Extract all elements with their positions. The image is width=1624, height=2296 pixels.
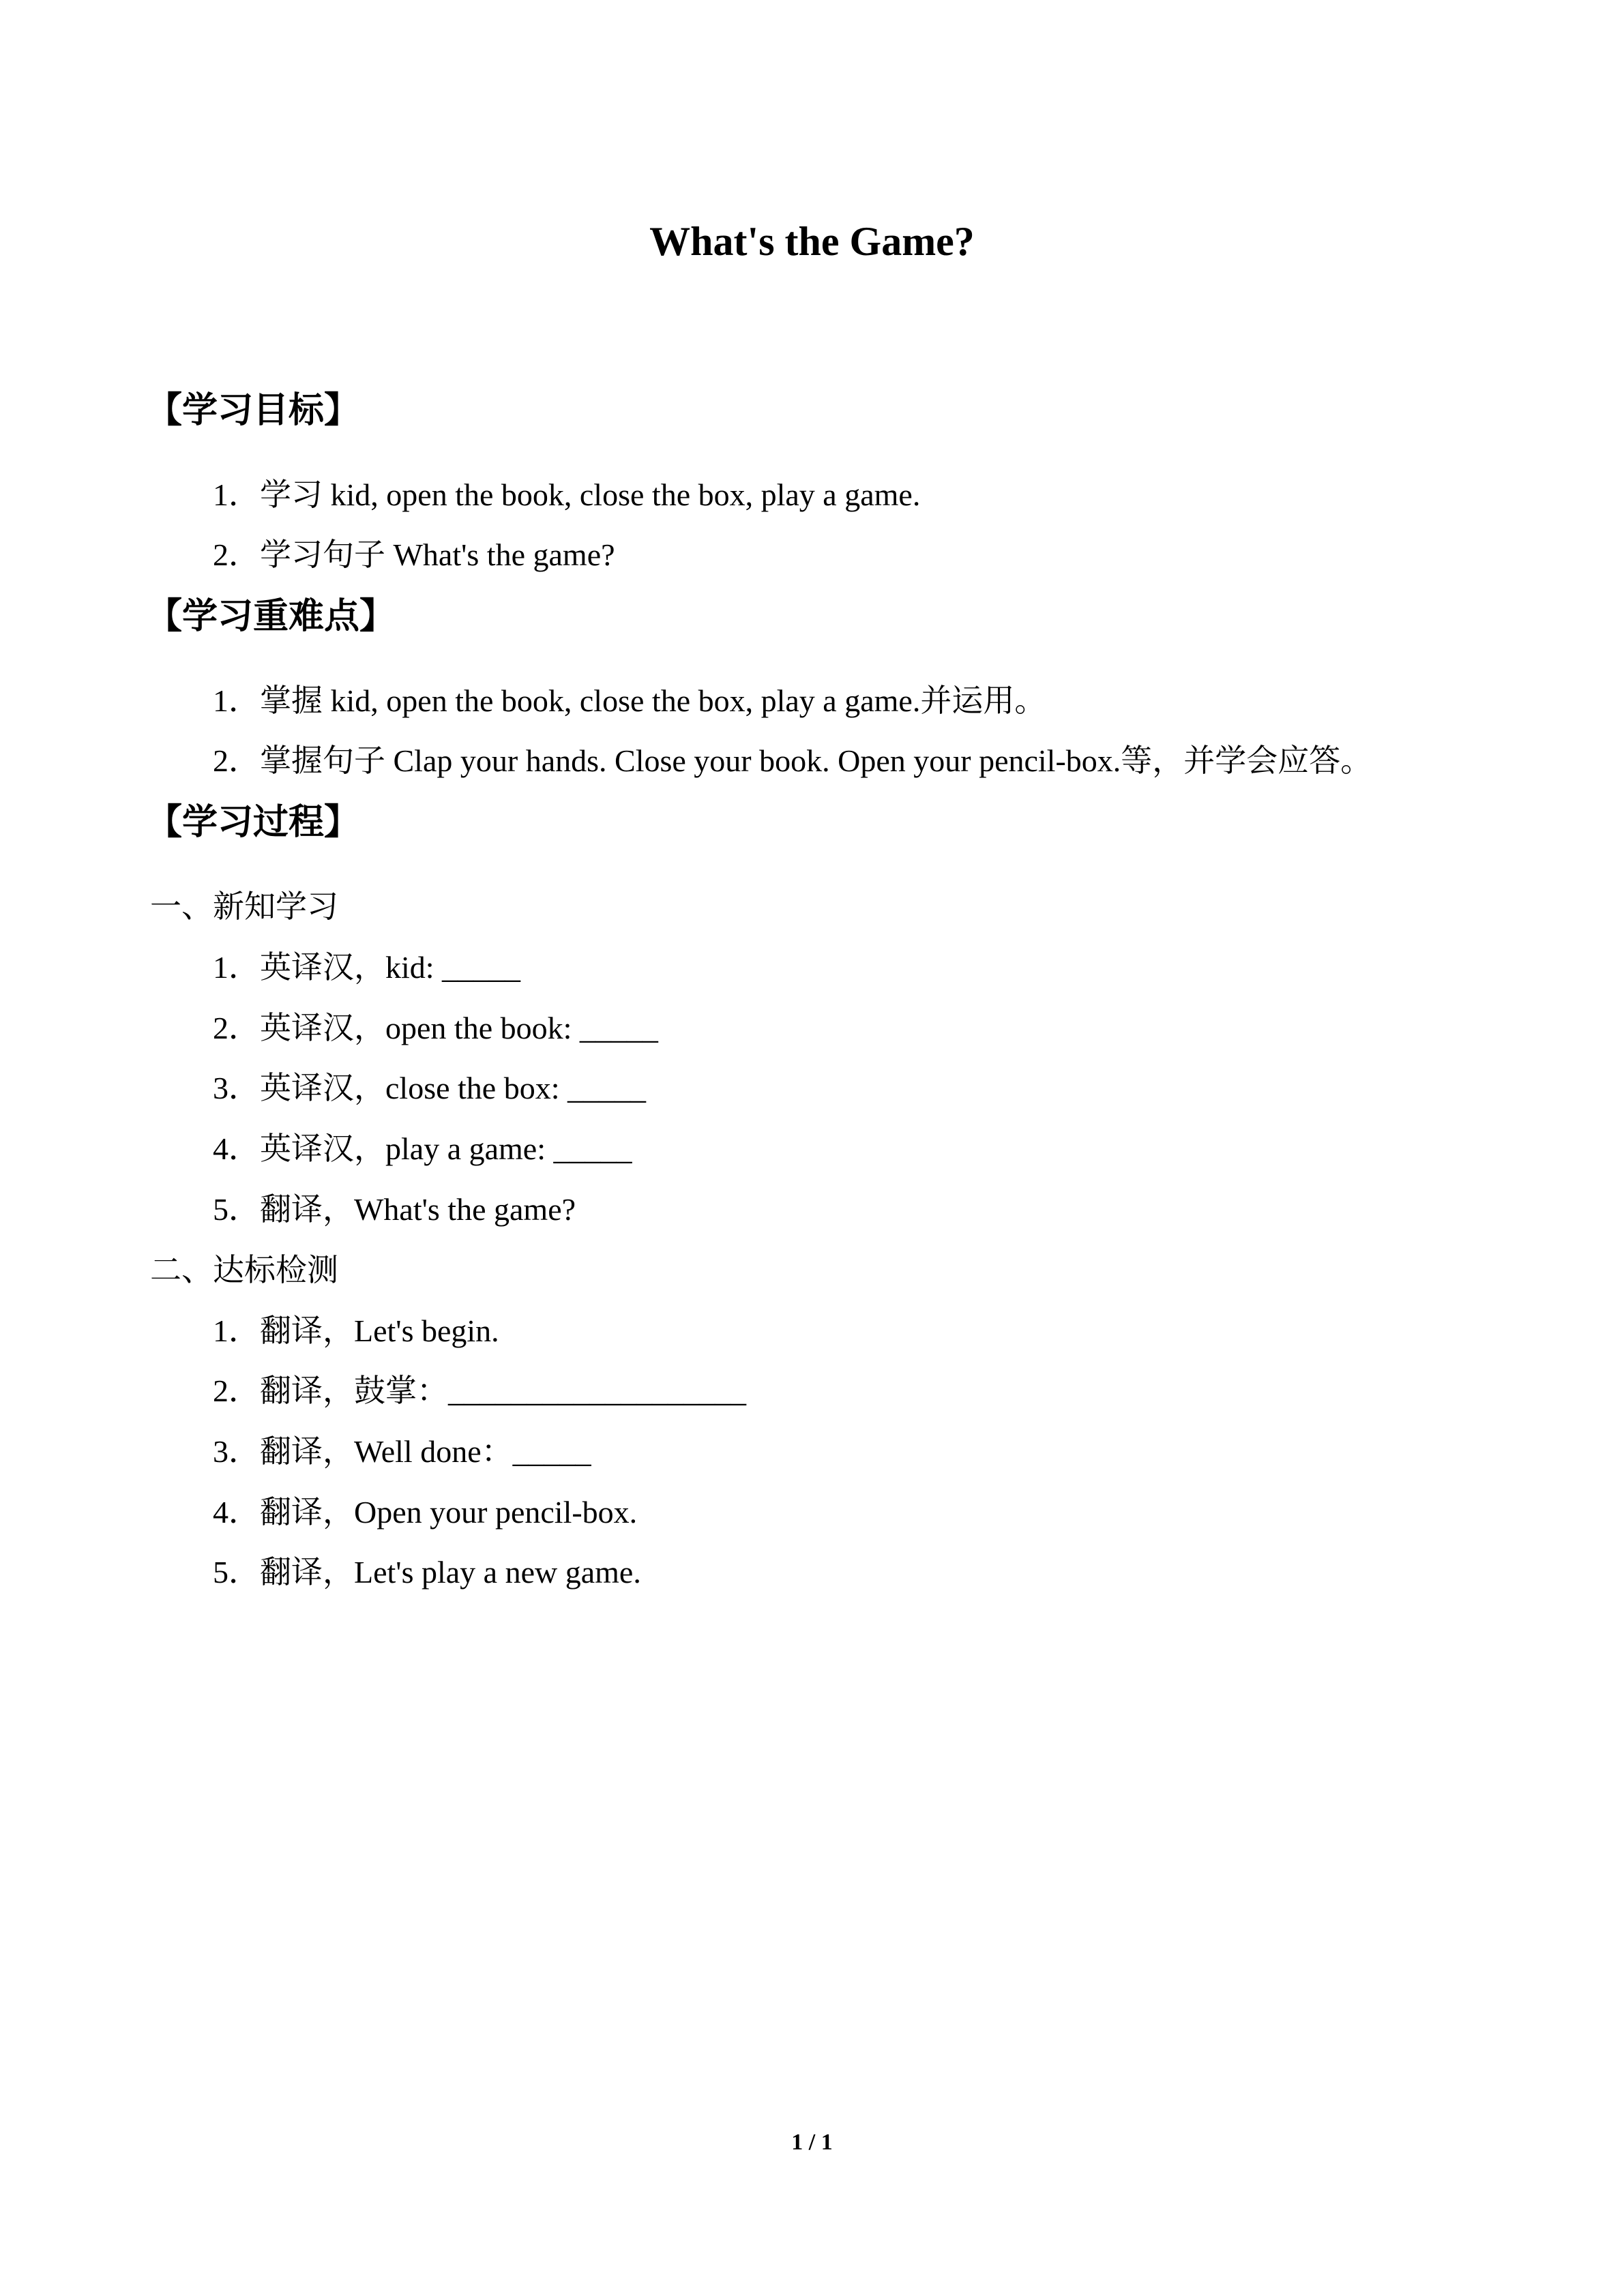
new-knowledge-item-3: 3．英译汉，close the box: _____ [213, 1071, 646, 1105]
document-title: What's the Game? [649, 219, 975, 264]
objective-item-2: 2．学习句子 What's the game? [213, 537, 615, 572]
page-number: 1 / 1 [791, 2130, 833, 2155]
new-knowledge-item-1: 1．英译汉，kid: _____ [213, 950, 521, 985]
assessment-item-5: 5．翻译，Let's play a new game. [213, 1555, 641, 1590]
objective-item-1: 1．学习 kid, open the book, close the box, play a game. [213, 477, 921, 512]
subsection-heading-new-knowledge: 一、新知学习 [150, 889, 338, 924]
section-heading-key-points: 【学习重难点】 [147, 596, 396, 637]
assessment-item-1: 1．翻译，Let's begin. [213, 1313, 499, 1348]
section-heading-learning-objectives: 【学习目标】 [147, 390, 360, 431]
new-knowledge-item-2: 2．英译汉，open the book: _____ [213, 1011, 658, 1045]
assessment-item-2: 2．翻译，鼓掌：___________________ [213, 1373, 746, 1408]
key-point-item-1: 1．掌握 kid, open the book, close the box, play a game.并运用。 [213, 683, 1046, 718]
subsection-heading-assessment: 二、达标检测 [150, 1253, 338, 1287]
new-knowledge-item-4: 4．英译汉，play a game: _____ [213, 1131, 632, 1166]
assessment-item-3: 3．翻译，Well done：_____ [213, 1434, 591, 1469]
section-heading-learning-process: 【学习过程】 [147, 802, 360, 843]
new-knowledge-item-5: 5．翻译，What's the game? [213, 1192, 576, 1227]
assessment-item-4: 4．翻译，Open your pencil-box. [213, 1495, 638, 1530]
key-point-item-2: 2．掌握句子 Clap your hands. Close your book. Open your pencil-box.等，并学会应答。 [213, 743, 1372, 778]
